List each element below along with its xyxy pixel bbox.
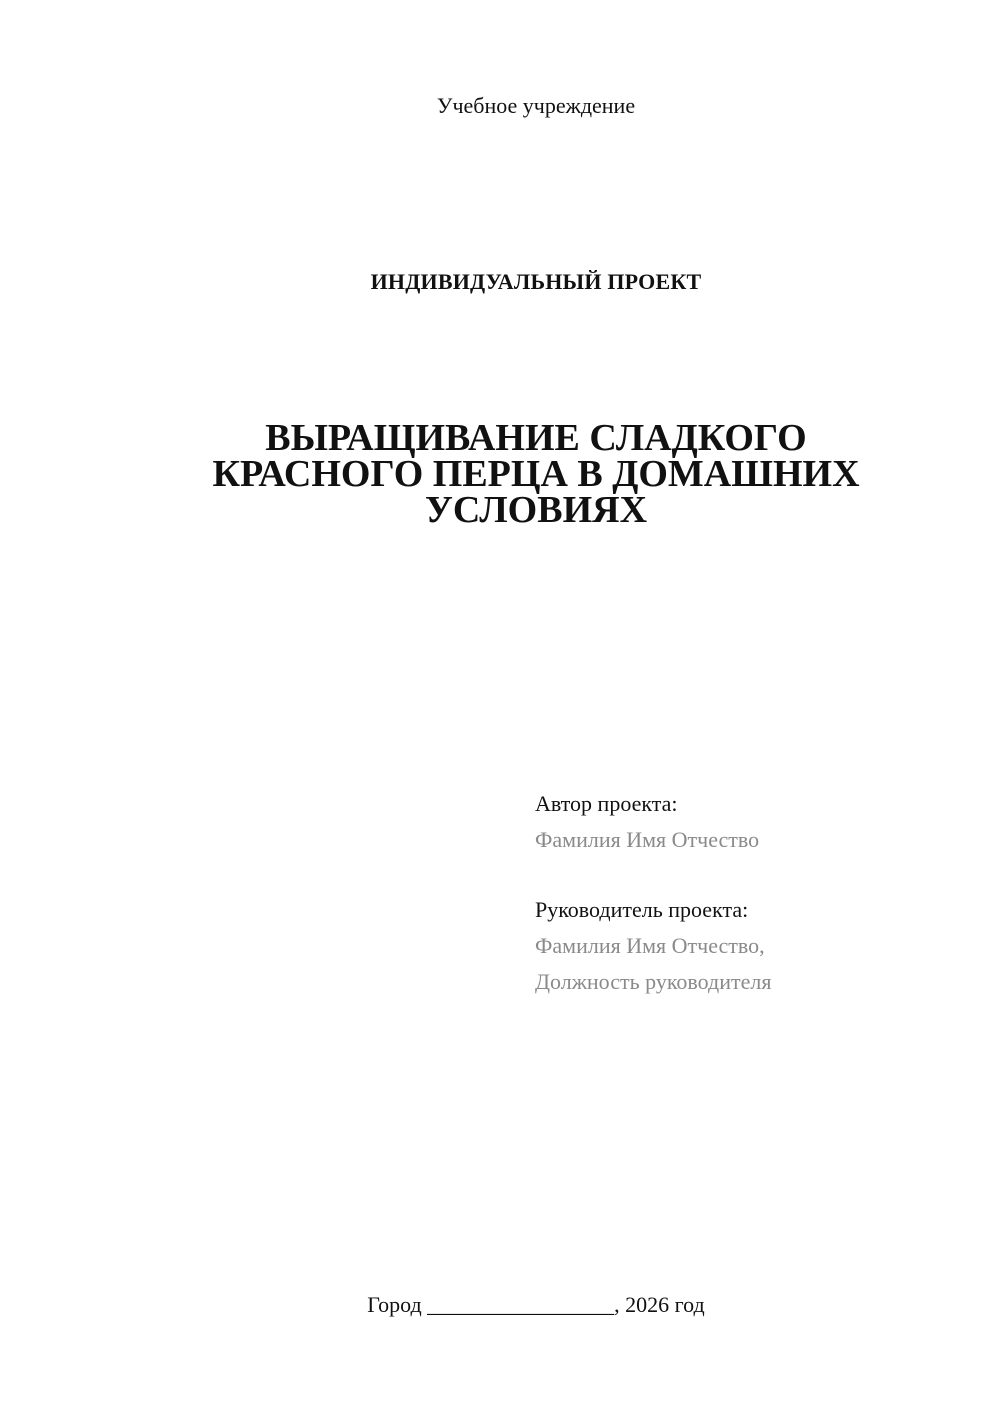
project-title-line-2: КРАСНОГО ПЕРЦА В ДОМАШНИХ <box>212 453 860 495</box>
supervisor-name: Фамилия Имя Отчество, <box>535 933 765 958</box>
project-title-line-1: ВЫРАЩИВАНИЕ СЛАДКОГО <box>265 417 807 459</box>
supervisor-block <box>535 892 955 1000</box>
author-label: Автор проекта: <box>535 791 678 816</box>
project-title-line-3: УСЛОВИЯХ <box>424 489 648 531</box>
author-block <box>535 786 955 858</box>
document-type: ИНДИВИДУАЛЬНЫЙ ПРОЕКТ <box>370 269 702 294</box>
author-name: Фамилия Имя Отчество <box>535 827 760 852</box>
institution-name: Учебное учреждение <box>436 93 636 118</box>
supervisor-position: Должность руководителя <box>535 969 772 994</box>
city-year-footer: Город _________________, 2026 год <box>367 1292 705 1317</box>
project-title <box>150 417 922 531</box>
supervisor-label: Руководитель проекта: <box>535 897 749 922</box>
